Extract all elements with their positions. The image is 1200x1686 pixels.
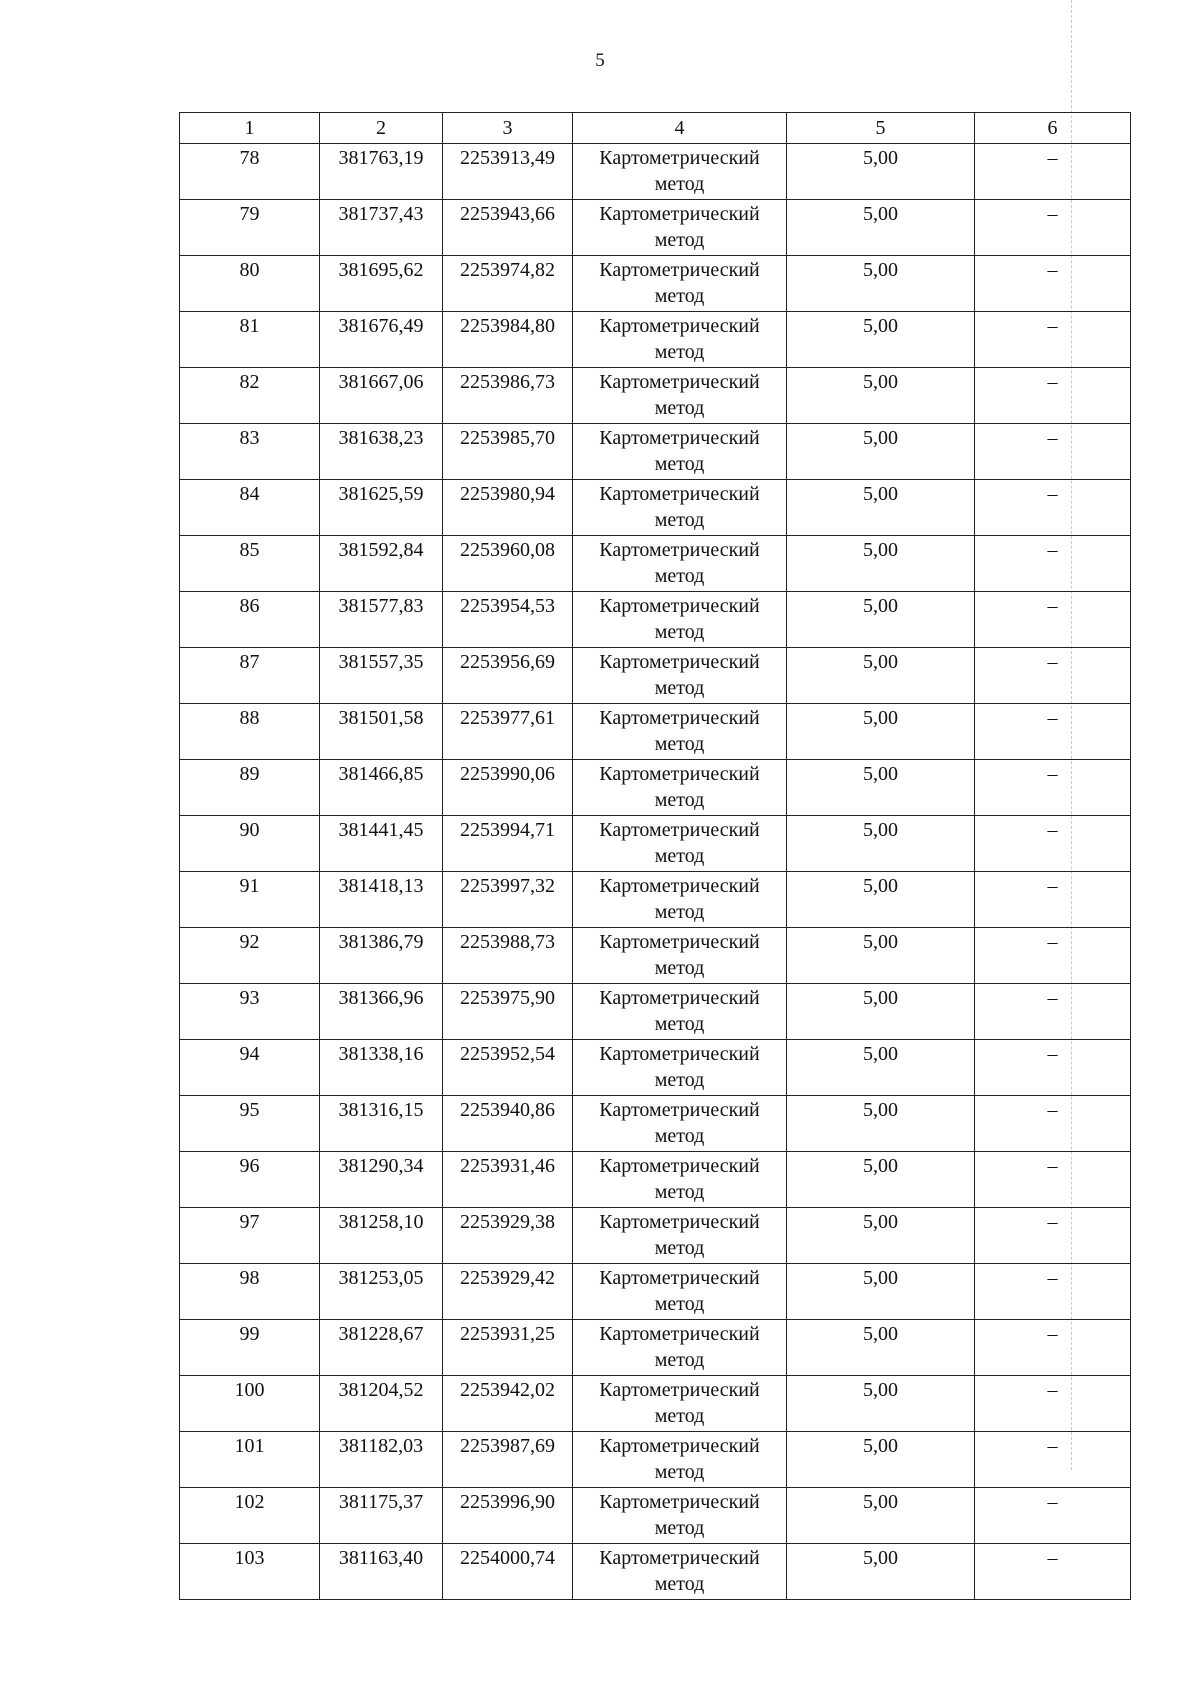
header-col-5: 5 bbox=[787, 113, 975, 144]
table-body bbox=[180, 144, 1131, 1600]
point-number-cell: 87 bbox=[180, 648, 320, 704]
point-number-cell: 98 bbox=[180, 1264, 320, 1320]
point-number-cell: 97 bbox=[180, 1208, 320, 1264]
method-cell bbox=[573, 1432, 787, 1488]
method-cell bbox=[573, 816, 787, 872]
accuracy-cell: 5,00 bbox=[787, 872, 975, 928]
note-cell: – bbox=[975, 1040, 1131, 1096]
table-row bbox=[180, 872, 1131, 928]
note-cell: – bbox=[975, 592, 1131, 648]
table-row bbox=[180, 480, 1131, 536]
method-cell bbox=[573, 368, 787, 424]
table-row bbox=[180, 648, 1131, 704]
method-text-line: Картометрический bbox=[599, 651, 760, 673]
coordinate-y-cell: 2253974,82 bbox=[443, 256, 573, 312]
method-text-line: метод bbox=[654, 397, 705, 419]
method-cell bbox=[573, 312, 787, 368]
coordinate-x-cell: 381625,59 bbox=[320, 480, 443, 536]
coordinate-y-cell: 2253960,08 bbox=[443, 536, 573, 592]
note-cell: – bbox=[975, 200, 1131, 256]
method-text-line: метод bbox=[654, 1013, 705, 1035]
coordinate-y-cell: 2253975,90 bbox=[443, 984, 573, 1040]
note-cell: – bbox=[975, 1544, 1131, 1600]
method-cell bbox=[573, 1376, 787, 1432]
method-text-line: Картометрический bbox=[599, 259, 760, 281]
accuracy-cell: 5,00 bbox=[787, 536, 975, 592]
method-cell bbox=[573, 536, 787, 592]
point-number-cell: 88 bbox=[180, 704, 320, 760]
page-number: 5 bbox=[595, 50, 605, 71]
note-cell: – bbox=[975, 760, 1131, 816]
coordinate-x-cell: 381386,79 bbox=[320, 928, 443, 984]
method-text-line: Картометрический bbox=[599, 147, 760, 169]
accuracy-cell: 5,00 bbox=[787, 1152, 975, 1208]
method-text-line: метод bbox=[654, 509, 705, 531]
method-text-line: Картометрический bbox=[599, 1547, 760, 1569]
method-text-line: Картометрический bbox=[599, 1155, 760, 1177]
coordinate-x-cell: 381316,15 bbox=[320, 1096, 443, 1152]
coordinate-y-cell: 2253942,02 bbox=[443, 1376, 573, 1432]
point-number-cell: 103 bbox=[180, 1544, 320, 1600]
header-col-1: 1 bbox=[180, 113, 320, 144]
coordinate-x-cell: 381577,83 bbox=[320, 592, 443, 648]
accuracy-cell: 5,00 bbox=[787, 760, 975, 816]
coordinate-y-cell: 2253977,61 bbox=[443, 704, 573, 760]
method-text-line: Картометрический bbox=[599, 1491, 760, 1513]
method-text-line: метод bbox=[654, 1069, 705, 1091]
coordinate-y-cell: 2254000,74 bbox=[443, 1544, 573, 1600]
accuracy-cell: 5,00 bbox=[787, 1544, 975, 1600]
method-cell bbox=[573, 760, 787, 816]
coordinate-y-cell: 2253931,25 bbox=[443, 1320, 573, 1376]
table-row bbox=[180, 592, 1131, 648]
accuracy-cell: 5,00 bbox=[787, 1208, 975, 1264]
method-text-line: Картометрический bbox=[599, 1043, 760, 1065]
note-cell: – bbox=[975, 1376, 1131, 1432]
point-number-cell: 84 bbox=[180, 480, 320, 536]
coordinate-y-cell: 2253986,73 bbox=[443, 368, 573, 424]
method-cell bbox=[573, 928, 787, 984]
note-cell: – bbox=[975, 872, 1131, 928]
coordinate-x-cell: 381466,85 bbox=[320, 760, 443, 816]
method-text-line: Картометрический bbox=[599, 1099, 760, 1121]
point-number-cell: 82 bbox=[180, 368, 320, 424]
table-row bbox=[180, 760, 1131, 816]
method-text-line: метод bbox=[654, 565, 705, 587]
point-number-cell: 89 bbox=[180, 760, 320, 816]
coordinate-x-cell: 381366,96 bbox=[320, 984, 443, 1040]
coordinate-y-cell: 2253996,90 bbox=[443, 1488, 573, 1544]
method-text-line: Картометрический bbox=[599, 707, 760, 729]
table-row bbox=[180, 816, 1131, 872]
note-cell: – bbox=[975, 1432, 1131, 1488]
accuracy-cell: 5,00 bbox=[787, 1320, 975, 1376]
table-row bbox=[180, 368, 1131, 424]
method-cell bbox=[573, 592, 787, 648]
method-text-line: Картометрический bbox=[599, 819, 760, 841]
table-row bbox=[180, 984, 1131, 1040]
point-number-cell: 94 bbox=[180, 1040, 320, 1096]
coordinate-x-cell: 381290,34 bbox=[320, 1152, 443, 1208]
header-row bbox=[180, 113, 1131, 144]
table-row bbox=[180, 1264, 1131, 1320]
method-text-line: Картометрический bbox=[599, 931, 760, 953]
point-number-cell: 80 bbox=[180, 256, 320, 312]
point-number-cell: 102 bbox=[180, 1488, 320, 1544]
method-text-line: метод bbox=[654, 845, 705, 867]
point-number-cell: 93 bbox=[180, 984, 320, 1040]
method-text-line: Картометрический bbox=[599, 1323, 760, 1345]
method-text-line: метод bbox=[654, 1181, 705, 1203]
accuracy-cell: 5,00 bbox=[787, 928, 975, 984]
coordinate-x-cell: 381592,84 bbox=[320, 536, 443, 592]
method-text-line: Картометрический bbox=[599, 763, 760, 785]
method-text-line: метод bbox=[654, 1349, 705, 1371]
table-row bbox=[180, 1152, 1131, 1208]
coordinate-x-cell: 381175,37 bbox=[320, 1488, 443, 1544]
method-text-line: метод bbox=[654, 789, 705, 811]
coordinate-y-cell: 2253988,73 bbox=[443, 928, 573, 984]
method-cell bbox=[573, 1096, 787, 1152]
accuracy-cell: 5,00 bbox=[787, 1432, 975, 1488]
method-text-line: метод bbox=[654, 1573, 705, 1595]
coordinate-y-cell: 2253997,32 bbox=[443, 872, 573, 928]
coordinate-x-cell: 381418,13 bbox=[320, 872, 443, 928]
method-cell bbox=[573, 1208, 787, 1264]
note-cell: – bbox=[975, 312, 1131, 368]
table-row bbox=[180, 536, 1131, 592]
point-number-cell: 92 bbox=[180, 928, 320, 984]
coordinate-x-cell: 381667,06 bbox=[320, 368, 443, 424]
table-row bbox=[180, 928, 1131, 984]
method-text-line: Картометрический bbox=[599, 987, 760, 1009]
method-text-line: метод bbox=[654, 957, 705, 979]
method-text-line: метод bbox=[654, 285, 705, 307]
coordinate-y-cell: 2253985,70 bbox=[443, 424, 573, 480]
method-cell bbox=[573, 1040, 787, 1096]
method-text-line: метод bbox=[654, 1461, 705, 1483]
method-text-line: метод bbox=[654, 901, 705, 923]
method-cell bbox=[573, 424, 787, 480]
method-cell bbox=[573, 1264, 787, 1320]
accuracy-cell: 5,00 bbox=[787, 1096, 975, 1152]
coordinate-y-cell: 2253940,86 bbox=[443, 1096, 573, 1152]
accuracy-cell: 5,00 bbox=[787, 368, 975, 424]
note-cell: – bbox=[975, 816, 1131, 872]
table-header bbox=[180, 113, 1131, 144]
point-number-cell: 95 bbox=[180, 1096, 320, 1152]
method-text-line: Картометрический bbox=[599, 483, 760, 505]
point-number-cell: 96 bbox=[180, 1152, 320, 1208]
table-row bbox=[180, 144, 1131, 200]
coordinate-y-cell: 2253994,71 bbox=[443, 816, 573, 872]
method-text-line: метод bbox=[654, 453, 705, 475]
method-cell bbox=[573, 144, 787, 200]
method-text-line: Картометрический bbox=[599, 315, 760, 337]
note-cell: – bbox=[975, 424, 1131, 480]
coordinate-x-cell: 381737,43 bbox=[320, 200, 443, 256]
accuracy-cell: 5,00 bbox=[787, 984, 975, 1040]
method-cell bbox=[573, 200, 787, 256]
note-cell: – bbox=[975, 928, 1131, 984]
method-text-line: Картометрический bbox=[599, 1435, 760, 1457]
method-text-line: метод bbox=[654, 1293, 705, 1315]
method-text-line: метод bbox=[654, 229, 705, 251]
method-text-line: метод bbox=[654, 621, 705, 643]
accuracy-cell: 5,00 bbox=[787, 480, 975, 536]
table-row bbox=[180, 1208, 1131, 1264]
accuracy-cell: 5,00 bbox=[787, 424, 975, 480]
coordinate-x-cell: 381676,49 bbox=[320, 312, 443, 368]
accuracy-cell: 5,00 bbox=[787, 312, 975, 368]
point-number-cell: 81 bbox=[180, 312, 320, 368]
point-number-cell: 99 bbox=[180, 1320, 320, 1376]
coordinate-x-cell: 381204,52 bbox=[320, 1376, 443, 1432]
note-cell: – bbox=[975, 1096, 1131, 1152]
coordinate-y-cell: 2253956,69 bbox=[443, 648, 573, 704]
table-row bbox=[180, 1096, 1131, 1152]
header-col-6: 6 bbox=[975, 113, 1131, 144]
method-text-line: метод bbox=[654, 1517, 705, 1539]
table-row bbox=[180, 1040, 1131, 1096]
method-text-line: метод bbox=[654, 1405, 705, 1427]
method-cell bbox=[573, 256, 787, 312]
coordinate-y-cell: 2253931,46 bbox=[443, 1152, 573, 1208]
table-row bbox=[180, 256, 1131, 312]
accuracy-cell: 5,00 bbox=[787, 200, 975, 256]
method-text-line: метод bbox=[654, 173, 705, 195]
accuracy-cell: 5,00 bbox=[787, 648, 975, 704]
method-text-line: Картометрический bbox=[599, 539, 760, 561]
note-cell: – bbox=[975, 1208, 1131, 1264]
note-cell: – bbox=[975, 1488, 1131, 1544]
method-cell bbox=[573, 480, 787, 536]
accuracy-cell: 5,00 bbox=[787, 256, 975, 312]
method-text-line: Картометрический bbox=[599, 203, 760, 225]
point-number-cell: 90 bbox=[180, 816, 320, 872]
method-text-line: метод bbox=[654, 341, 705, 363]
coordinate-x-cell: 381338,16 bbox=[320, 1040, 443, 1096]
method-text-line: метод bbox=[654, 677, 705, 699]
coordinate-x-cell: 381258,10 bbox=[320, 1208, 443, 1264]
table-row bbox=[180, 704, 1131, 760]
method-cell bbox=[573, 1320, 787, 1376]
note-cell: – bbox=[975, 984, 1131, 1040]
coordinate-x-cell: 381763,19 bbox=[320, 144, 443, 200]
method-text-line: метод bbox=[654, 733, 705, 755]
coordinate-x-cell: 381695,62 bbox=[320, 256, 443, 312]
note-cell: – bbox=[975, 1264, 1131, 1320]
coordinate-y-cell: 2253913,49 bbox=[443, 144, 573, 200]
note-cell: – bbox=[975, 368, 1131, 424]
point-number-cell: 100 bbox=[180, 1376, 320, 1432]
header-col-3: 3 bbox=[443, 113, 573, 144]
method-text-line: Картометрический bbox=[599, 371, 760, 393]
coordinate-y-cell: 2253952,54 bbox=[443, 1040, 573, 1096]
point-number-cell: 101 bbox=[180, 1432, 320, 1488]
table-row bbox=[180, 200, 1131, 256]
note-cell: – bbox=[975, 648, 1131, 704]
coordinate-x-cell: 381163,40 bbox=[320, 1544, 443, 1600]
method-text-line: метод bbox=[654, 1237, 705, 1259]
coordinate-y-cell: 2253984,80 bbox=[443, 312, 573, 368]
header-col-2: 2 bbox=[320, 113, 443, 144]
method-text-line: Картометрический bbox=[599, 1211, 760, 1233]
coordinate-x-cell: 381441,45 bbox=[320, 816, 443, 872]
coordinate-x-cell: 381182,03 bbox=[320, 1432, 443, 1488]
note-cell: – bbox=[975, 256, 1131, 312]
method-text-line: метод bbox=[654, 1125, 705, 1147]
coordinate-y-cell: 2253980,94 bbox=[443, 480, 573, 536]
coordinate-y-cell: 2253987,69 bbox=[443, 1432, 573, 1488]
method-cell bbox=[573, 648, 787, 704]
coordinate-y-cell: 2253929,42 bbox=[443, 1264, 573, 1320]
accuracy-cell: 5,00 bbox=[787, 1488, 975, 1544]
note-cell: – bbox=[975, 144, 1131, 200]
coordinate-y-cell: 2253954,53 bbox=[443, 592, 573, 648]
method-cell bbox=[573, 1152, 787, 1208]
coordinate-x-cell: 381501,58 bbox=[320, 704, 443, 760]
table-row bbox=[180, 1544, 1131, 1600]
method-text-line: Картометрический bbox=[599, 427, 760, 449]
method-text-line: Картометрический bbox=[599, 875, 760, 897]
method-cell bbox=[573, 984, 787, 1040]
method-text-line: Картометрический bbox=[599, 1379, 760, 1401]
accuracy-cell: 5,00 bbox=[787, 816, 975, 872]
accuracy-cell: 5,00 bbox=[787, 144, 975, 200]
point-number-cell: 85 bbox=[180, 536, 320, 592]
table-row bbox=[180, 1488, 1131, 1544]
table-row bbox=[180, 312, 1131, 368]
note-cell: – bbox=[975, 1320, 1131, 1376]
point-number-cell: 86 bbox=[180, 592, 320, 648]
note-cell: – bbox=[975, 704, 1131, 760]
point-number-cell: 78 bbox=[180, 144, 320, 200]
accuracy-cell: 5,00 bbox=[787, 1040, 975, 1096]
accuracy-cell: 5,00 bbox=[787, 704, 975, 760]
note-cell: – bbox=[975, 480, 1131, 536]
coordinates-table bbox=[179, 112, 1131, 1600]
table-row bbox=[180, 1320, 1131, 1376]
point-number-cell: 91 bbox=[180, 872, 320, 928]
method-cell bbox=[573, 1488, 787, 1544]
note-cell: – bbox=[975, 1152, 1131, 1208]
accuracy-cell: 5,00 bbox=[787, 1376, 975, 1432]
coordinate-y-cell: 2253990,06 bbox=[443, 760, 573, 816]
point-number-cell: 79 bbox=[180, 200, 320, 256]
header-col-4: 4 bbox=[573, 113, 787, 144]
table-row bbox=[180, 1432, 1131, 1488]
coordinate-x-cell: 381253,05 bbox=[320, 1264, 443, 1320]
method-text-line: Картометрический bbox=[599, 595, 760, 617]
point-number-cell: 83 bbox=[180, 424, 320, 480]
method-text-line: Картометрический bbox=[599, 1267, 760, 1289]
accuracy-cell: 5,00 bbox=[787, 592, 975, 648]
coordinate-x-cell: 381557,35 bbox=[320, 648, 443, 704]
coordinate-y-cell: 2253943,66 bbox=[443, 200, 573, 256]
coordinate-x-cell: 381638,23 bbox=[320, 424, 443, 480]
table-row bbox=[180, 1376, 1131, 1432]
method-cell bbox=[573, 1544, 787, 1600]
method-cell bbox=[573, 704, 787, 760]
note-cell: – bbox=[975, 536, 1131, 592]
table-row bbox=[180, 424, 1131, 480]
accuracy-cell: 5,00 bbox=[787, 1264, 975, 1320]
coordinate-x-cell: 381228,67 bbox=[320, 1320, 443, 1376]
method-cell bbox=[573, 872, 787, 928]
coordinate-y-cell: 2253929,38 bbox=[443, 1208, 573, 1264]
